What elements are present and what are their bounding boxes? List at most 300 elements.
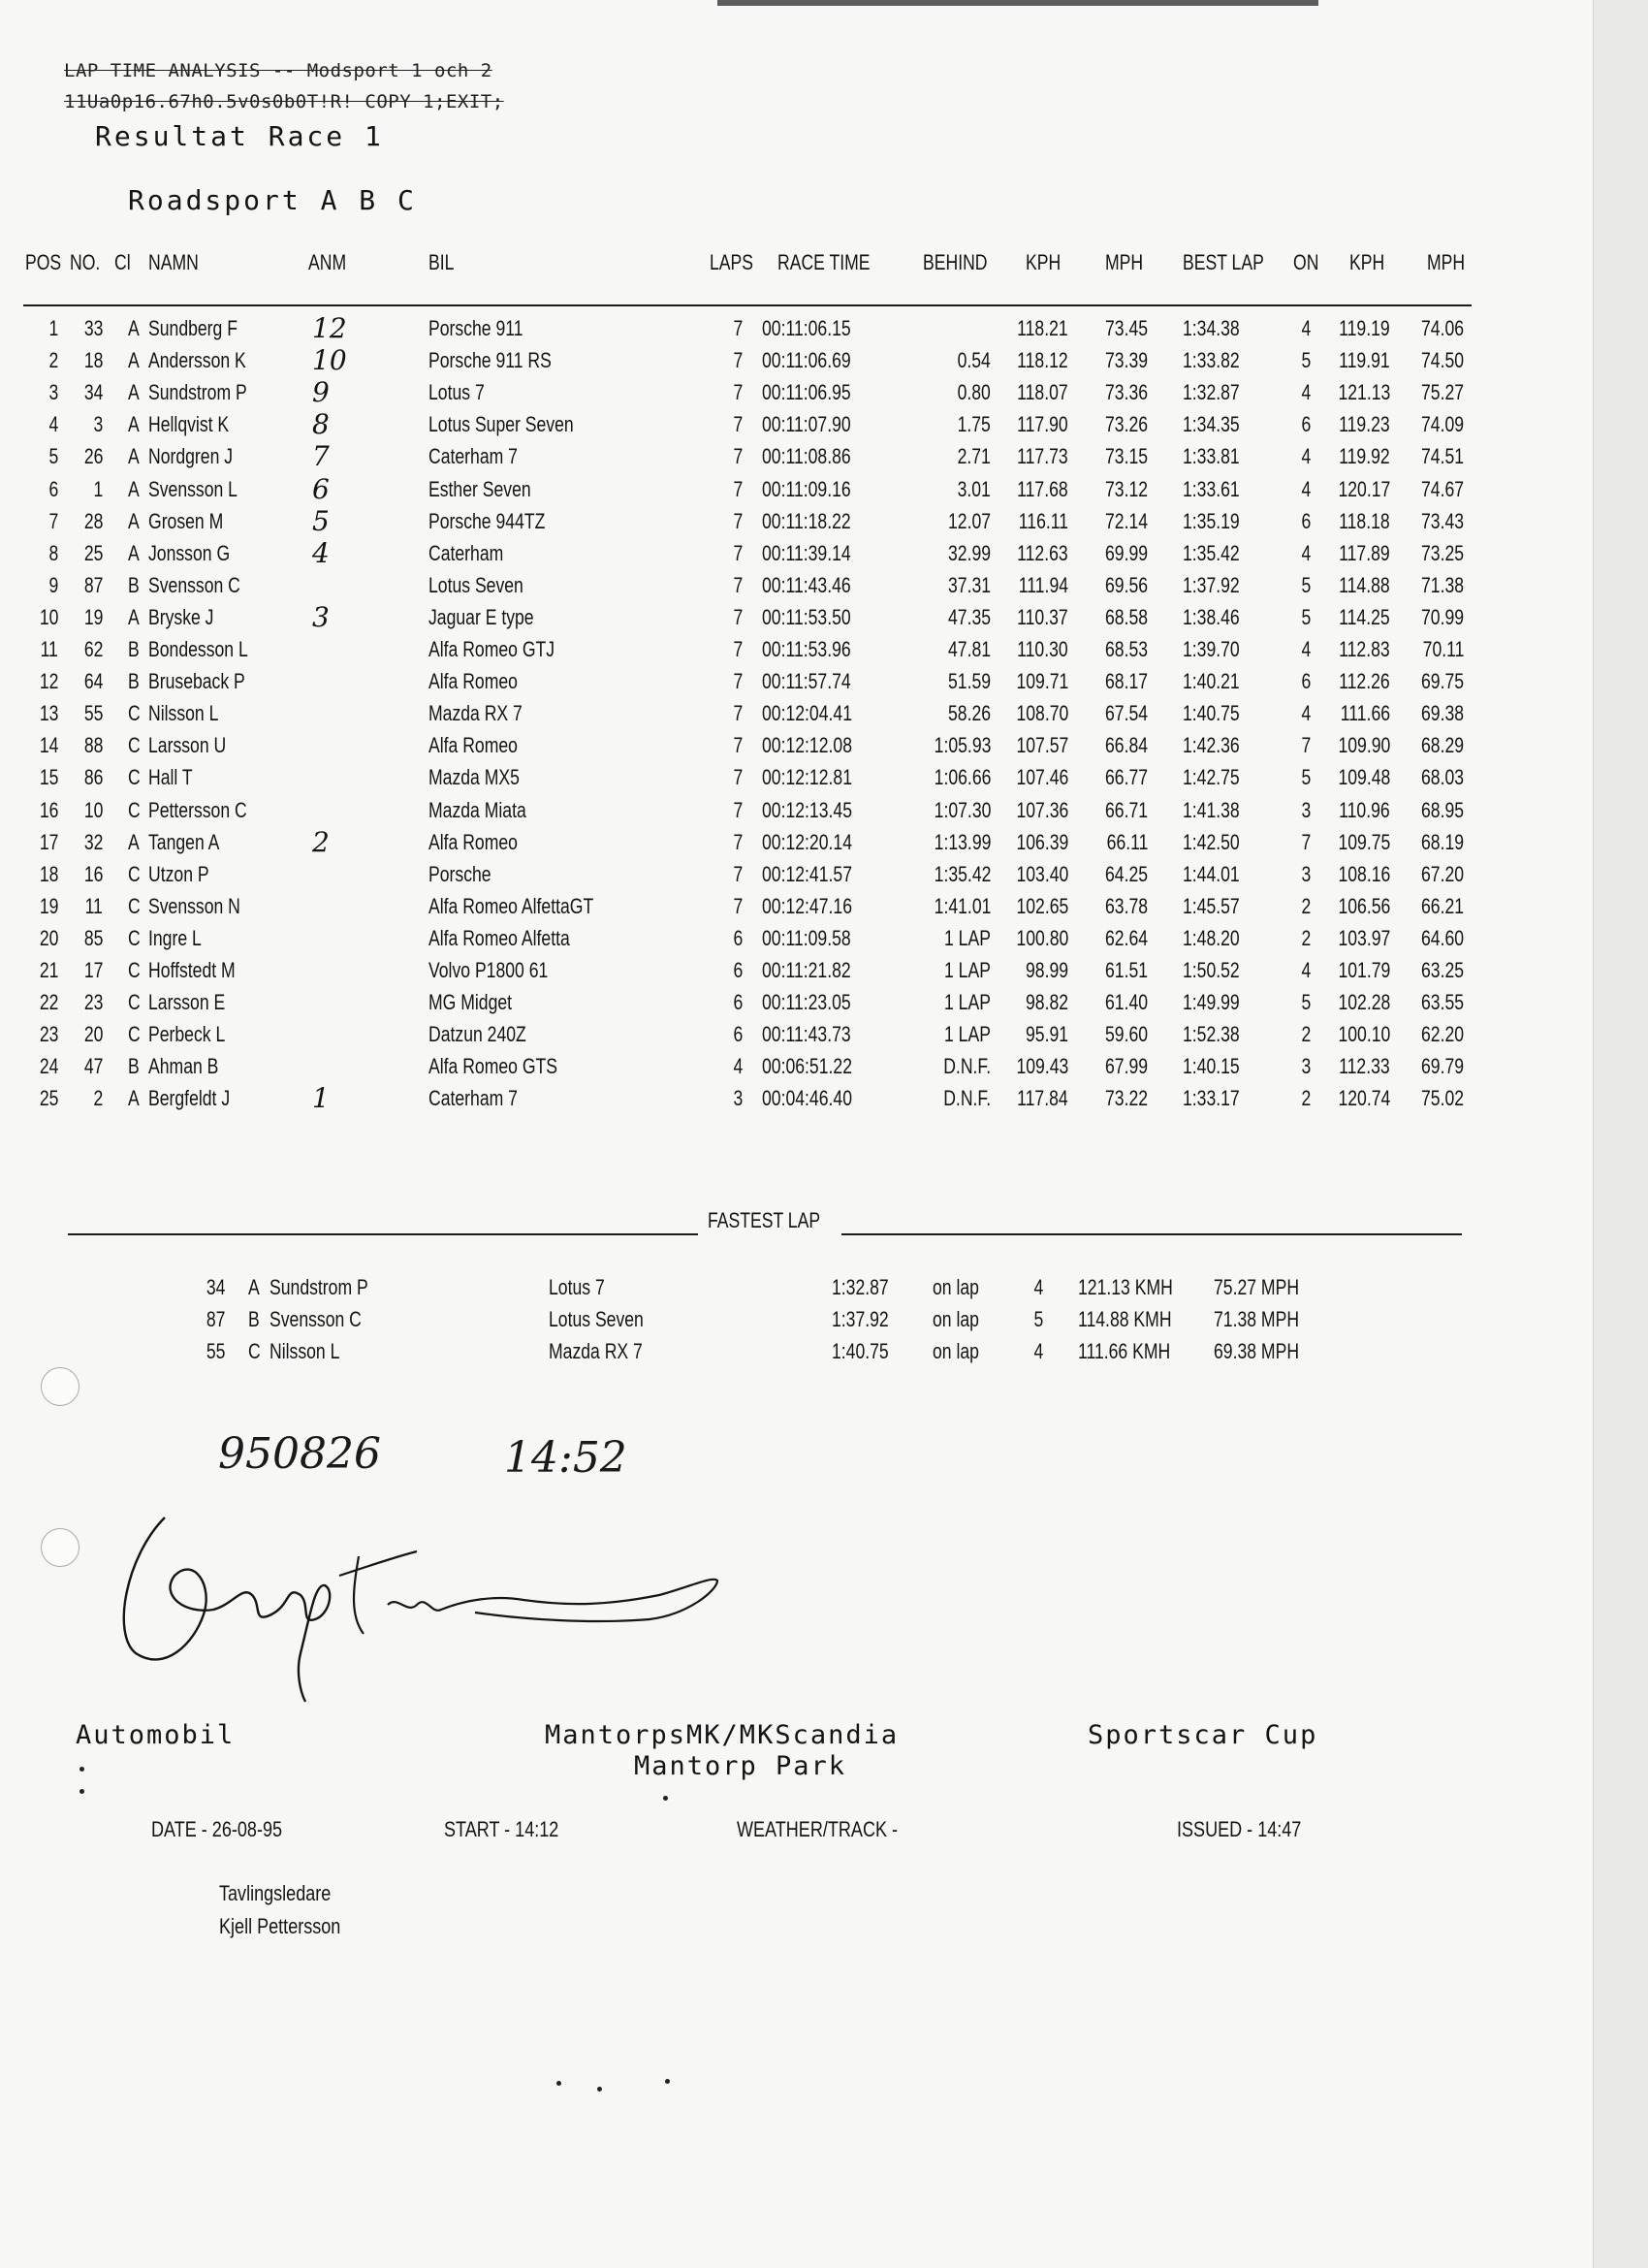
fastest-no: 34 [206,1275,225,1299]
fastest-time: 1:40.75 [832,1339,889,1363]
col-mph: MPH [1105,250,1144,274]
cell-pos: 20 [39,925,58,950]
fastest-kmh: 111.66 KMH [1078,1339,1171,1363]
cell-name: Andersson K [148,348,246,373]
top-scan-mark [717,0,1318,6]
footer-automobil: Automobil [76,1720,236,1750]
cell-on: 2 [1301,1086,1311,1111]
cell-kph2: 120.17 [1338,476,1390,501]
cell-race-time: 00:11:09.16 [762,476,851,501]
cell-name: Svensson L [148,476,238,501]
cell-mph: 64.25 [1104,861,1148,886]
cell-anm: 10 [312,344,347,377]
cell-mph: 73.45 [1104,316,1148,340]
cell-on: 3 [1301,797,1311,822]
cell-class: A [128,508,140,533]
cell-no: 26 [83,444,103,469]
official-role: Tavlingsledare [219,1881,332,1905]
cell-no: 10 [83,797,103,822]
cell-anm: 2 [312,825,330,858]
cell-on: 5 [1301,604,1311,629]
cell-race-time: 00:12:13.45 [762,797,852,822]
cell-mph: 59.60 [1104,1022,1148,1047]
table-row [0,473,1590,505]
cell-class: A [128,316,140,340]
cell-class: C [128,861,141,886]
cell-mph2: 71.38 [1420,572,1464,597]
cell-name: Ingre L [148,925,202,950]
page-title: Resultat Race 1 [95,120,384,152]
cell-kph: 111.94 [1018,572,1068,597]
cell-car: Mazda Miata [428,797,526,822]
cell-kph: 107.57 [1016,733,1068,758]
cell-anm: 1 [312,1082,330,1115]
footer-weather: WEATHER/TRACK - [737,1817,899,1841]
speck [79,1789,84,1794]
footer-date: DATE - 26-08-95 [151,1817,283,1841]
cell-on: 6 [1301,508,1311,533]
cell-mph2: 70.11 [1422,637,1464,661]
cell-mph: 73.15 [1104,444,1148,469]
cell-laps: 7 [733,701,743,726]
cell-kph2: 119.19 [1339,316,1390,340]
cell-on: 4 [1301,476,1311,501]
fastest-no: 87 [206,1307,225,1331]
cell-name: Svensson C [148,572,240,597]
cell-pos: 18 [39,861,58,886]
table-row [0,1050,1590,1082]
table-row [0,408,1590,440]
cell-behind: 47.35 [947,604,991,629]
cell-name: Hall T [148,765,193,790]
cell-best-lap: 1:35.42 [1183,540,1240,565]
fastest-lap-title: FASTEST LAP [708,1208,821,1232]
cell-laps: 6 [733,925,743,950]
cell-class: C [128,733,141,758]
fastest-mph: 71.38 MPH [1214,1307,1300,1331]
cell-best-lap: 1:33.17 [1183,1086,1240,1111]
handwritten-time: 14:52 [504,1433,627,1483]
cell-car: Jaguar E type [428,604,534,629]
cell-anm: 9 [312,376,330,409]
cell-behind: 12.07 [947,508,991,533]
cell-best-lap: 1:49.99 [1183,990,1240,1015]
cell-anm: 6 [312,472,330,505]
cell-no: 19 [83,604,103,629]
cell-kph2: 120.74 [1338,1086,1390,1111]
cell-kph2: 109.90 [1338,733,1390,758]
cell-mph: 73.36 [1104,380,1148,405]
table-row [0,794,1590,826]
cell-best-lap: 1:33.81 [1183,444,1240,469]
cell-mph2: 73.25 [1420,540,1464,565]
col-class: Cl [114,250,131,274]
table-row [0,1082,1590,1114]
cell-on: 4 [1301,637,1311,661]
cell-kph2: 114.25 [1339,604,1390,629]
cell-best-lap: 1:32.87 [1183,380,1240,405]
cell-race-time: 00:11:06.95 [762,380,851,405]
cell-race-time: 00:12:12.08 [762,733,852,758]
cell-on: 5 [1301,765,1311,790]
cell-kph: 106.39 [1016,829,1068,854]
table-row [0,569,1590,601]
cell-class: A [128,380,140,405]
cell-name: Larsson U [148,733,227,758]
cell-name: Nordgren J [148,444,234,469]
cell-mph2: 75.02 [1420,1086,1464,1111]
cell-kph: 98.99 [1025,958,1068,982]
table-row [0,633,1590,665]
table-row [0,858,1590,890]
cell-race-time: 00:11:06.15 [762,316,851,340]
cell-mph2: 68.95 [1420,797,1464,822]
cell-kph: 118.12 [1017,348,1068,373]
cell-pos: 3 [48,380,58,405]
cell-laps: 7 [733,316,743,340]
cell-car: Porsche 911 [428,316,523,340]
col-kph: KPH [1026,250,1062,274]
table-row [0,376,1590,408]
cell-behind: 1.75 [957,412,991,437]
cell-laps: 7 [733,476,743,501]
cell-laps: 4 [733,1054,743,1079]
cell-car: Lotus Seven [428,572,523,597]
cell-kph2: 106.56 [1338,893,1390,918]
cell-mph: 66.71 [1104,797,1148,822]
fastest-name: Svensson C [269,1307,362,1331]
cell-anm: 4 [312,536,330,569]
cell-no: 2 [93,1086,103,1111]
fastest-on: on lap [933,1307,979,1331]
cell-name: Svensson N [148,893,240,918]
cell-kph2: 103.97 [1338,925,1390,950]
cell-no: 55 [83,701,103,726]
cell-mph2: 69.75 [1420,669,1464,694]
cell-mph: 66.11 [1106,829,1148,854]
cell-class: C [128,765,141,790]
cell-class: A [128,540,140,565]
table-row [0,890,1590,922]
cell-race-time: 00:12:04.41 [762,701,852,726]
cell-best-lap: 1:38.46 [1183,604,1240,629]
cell-kph2: 114.88 [1339,572,1390,597]
cell-best-lap: 1:35.19 [1183,508,1240,533]
cell-car: Alfa Romeo GTS [428,1054,558,1079]
cell-behind: 47.81 [947,637,991,661]
cell-mph2: 70.99 [1420,604,1464,629]
fastest-mph: 75.27 MPH [1214,1275,1300,1299]
cell-behind: 32.99 [947,540,991,565]
cell-car: Caterham 7 [428,444,518,469]
fastest-lap-row [0,1335,1590,1367]
fastest-name: Nilsson L [269,1339,340,1363]
footer-start: START - 14:12 [444,1817,559,1841]
cell-name: Grosen M [148,508,224,533]
cell-name: Larsson E [148,990,226,1015]
cell-mph2: 69.38 [1420,701,1464,726]
table-row [0,505,1590,537]
cell-best-lap: 1:42.50 [1183,829,1240,854]
cell-mph2: 63.55 [1420,990,1464,1015]
cell-car: MG Midget [428,990,513,1015]
col-no: NO. [70,250,101,274]
cell-car: Lotus Super Seven [428,412,574,437]
cell-on: 2 [1301,1022,1311,1047]
cell-kph2: 119.91 [1339,348,1390,373]
cell-kph2: 110.96 [1339,797,1390,822]
speck [665,2079,670,2084]
cell-car: Esther Seven [428,476,531,501]
cell-no: 87 [83,572,103,597]
cell-no: 47 [83,1054,103,1079]
cell-no: 86 [83,765,103,790]
cell-class: C [128,701,141,726]
cell-on: 3 [1301,1054,1311,1079]
cell-laps: 7 [733,412,743,437]
cell-mph: 66.84 [1104,733,1148,758]
cell-pos: 8 [48,540,58,565]
struck-printer-code: 11Ua0p16.67h0.5v0s0b0T!R! COPY 1;EXIT; [64,91,504,112]
cell-name: Nilsson L [148,701,219,726]
cell-kph: 110.37 [1017,604,1068,629]
cell-behind: 1:41.01 [934,893,991,918]
cell-kph: 109.71 [1016,669,1068,694]
cell-kph2: 101.79 [1338,958,1390,982]
cell-name: Tangen A [148,829,220,854]
cell-kph: 109.43 [1016,1054,1068,1079]
cell-kph: 117.84 [1017,1086,1068,1111]
cell-race-time: 00:11:09.58 [762,925,851,950]
cell-race-time: 00:11:43.73 [762,1022,851,1047]
cell-on: 7 [1301,829,1311,854]
cell-best-lap: 1:34.35 [1183,412,1240,437]
speck [663,1796,668,1801]
cell-laps: 7 [733,829,743,854]
official-name: Kjell Pettersson [219,1914,341,1938]
fastest-no: 55 [206,1339,225,1363]
cell-class: A [128,1086,140,1111]
header-rule [23,304,1472,306]
cell-name: Pettersson C [148,797,247,822]
cell-best-lap: 1:40.75 [1183,701,1240,726]
col-best-lap: BEST LAP [1183,250,1264,274]
cell-on: 4 [1301,540,1311,565]
cell-kph: 118.07 [1017,380,1068,405]
fastest-cl: A [248,1275,260,1299]
cell-kph: 117.68 [1017,476,1068,501]
cell-anm: 7 [312,440,330,473]
cell-mph2: 62.20 [1420,1022,1464,1047]
fastest-mph: 69.38 MPH [1214,1339,1300,1363]
cell-pos: 21 [39,958,58,982]
col-name: NAMN [148,250,199,274]
cell-kph: 103.40 [1016,861,1068,886]
cell-kph2: 112.26 [1339,669,1390,694]
fastest-cl: C [248,1339,261,1363]
cell-behind: 3.01 [957,476,991,501]
cell-class: C [128,990,141,1015]
cell-car: Volvo P1800 61 [428,958,549,982]
cell-car: Alfa Romeo GTJ [428,637,555,661]
cell-laps: 7 [733,380,743,405]
cell-mph: 67.54 [1104,701,1148,726]
cell-behind: 2.71 [957,444,991,469]
cell-mph: 73.12 [1104,476,1148,501]
cell-no: 25 [83,540,103,565]
cell-behind: 1 LAP [944,990,991,1015]
cell-race-time: 00:11:39.14 [762,540,851,565]
cell-pos: 24 [39,1054,58,1079]
cell-no: 85 [83,925,103,950]
cell-class: A [128,444,140,469]
table-row [0,922,1590,954]
cell-car: Porsche 911 RS [428,348,552,373]
cell-pos: 14 [39,733,58,758]
struck-header-line: LAP TIME ANALYSIS -- Modsport 1 och 2 [64,60,492,81]
cell-no: 28 [83,508,103,533]
cell-laps: 7 [733,765,743,790]
cell-car: Alfa Romeo [428,669,518,694]
cell-kph: 117.90 [1017,412,1068,437]
fastest-time: 1:32.87 [832,1275,889,1299]
cell-no: 20 [83,1022,103,1047]
cell-on: 5 [1301,990,1311,1015]
cell-mph: 69.99 [1104,540,1148,565]
fastest-on: on lap [933,1275,979,1299]
fastest-lap: 4 [1033,1275,1043,1299]
cell-kph: 98.82 [1025,990,1068,1015]
cell-kph: 102.65 [1016,893,1068,918]
cell-race-time: 00:11:07.90 [762,412,851,437]
cell-best-lap: 1:52.38 [1183,1022,1240,1047]
cell-class: A [128,476,140,501]
table-row [0,312,1590,344]
cell-mph: 68.17 [1104,669,1148,694]
cell-on: 2 [1301,893,1311,918]
cell-pos: 12 [39,669,58,694]
cell-mph2: 64.60 [1420,925,1464,950]
fastest-kmh: 121.13 KMH [1078,1275,1173,1299]
table-row [0,665,1590,697]
cell-best-lap: 1:42.36 [1183,733,1240,758]
col-race-time: RACE TIME [777,250,871,274]
cell-mph2: 68.03 [1420,765,1464,790]
cell-kph2: 119.92 [1339,444,1390,469]
table-row [0,729,1590,761]
cell-laps: 7 [733,444,743,469]
cell-laps: 7 [733,540,743,565]
cell-name: Hellqvist K [148,412,230,437]
cell-class: B [128,669,140,694]
cell-mph2: 74.67 [1420,476,1464,501]
footer-series: Sportscar Cup [1088,1720,1318,1750]
speck [597,2087,602,2092]
cell-pos: 10 [39,604,58,629]
table-row [0,1018,1590,1050]
cell-behind: 0.80 [957,380,991,405]
fastest-car: Lotus Seven [549,1307,644,1331]
cell-pos: 11 [40,637,58,661]
table-row [0,344,1590,376]
fastest-cl: B [248,1307,260,1331]
cell-kph2: 102.28 [1338,990,1390,1015]
cell-behind: D.N.F. [943,1054,991,1079]
fastest-on: on lap [933,1339,979,1363]
cell-behind: 1 LAP [944,958,991,982]
cell-race-time: 00:12:41.57 [762,861,852,886]
cell-no: 62 [83,637,103,661]
cell-on: 5 [1301,348,1311,373]
col-behind: BEHIND [923,250,988,274]
cell-no: 33 [83,316,103,340]
table-row [0,440,1590,472]
cell-mph2: 73.43 [1420,508,1464,533]
cell-mph: 69.56 [1104,572,1148,597]
cell-on: 3 [1301,861,1311,886]
cell-race-time: 00:11:23.05 [762,990,851,1015]
cell-mph2: 75.27 [1420,380,1464,405]
cell-car: Porsche 944TZ [428,508,546,533]
cell-mph: 73.22 [1104,1086,1148,1111]
table-row [0,954,1590,986]
cell-no: 18 [83,348,103,373]
cell-best-lap: 1:48.20 [1183,925,1240,950]
cell-race-time: 00:11:06.69 [762,348,851,373]
cell-pos: 17 [39,829,58,854]
fastest-time: 1:37.92 [832,1307,889,1331]
cell-pos: 5 [48,444,58,469]
col-mph2: MPH [1427,250,1466,274]
cell-kph2: 112.83 [1339,637,1390,661]
speck [556,2081,561,2086]
col-anm: ANM [308,250,347,274]
cell-best-lap: 1:44.01 [1183,861,1240,886]
cell-anm: 5 [312,504,330,537]
cell-no: 17 [83,958,103,982]
cell-laps: 3 [733,1086,743,1111]
cell-pos: 23 [39,1022,58,1047]
cell-kph2: 108.16 [1338,861,1390,886]
cell-class: B [128,1054,140,1079]
cell-race-time: 00:12:12.81 [762,765,852,790]
table-row [0,697,1590,729]
cell-laps: 7 [733,637,743,661]
cell-race-time: 00:12:20.14 [762,829,852,854]
cell-no: 34 [83,380,103,405]
fastest-name: Sundstrom P [269,1275,368,1299]
cell-mph2: 67.20 [1420,861,1464,886]
cell-mph: 66.77 [1104,765,1148,790]
cell-kph: 100.80 [1016,925,1068,950]
cell-kph2: 121.13 [1338,380,1390,405]
cell-behind: 58.26 [947,701,991,726]
cell-best-lap: 1:33.82 [1183,348,1240,373]
cell-best-lap: 1:40.21 [1183,669,1240,694]
cell-pos: 9 [48,572,58,597]
cell-race-time: 00:11:43.46 [762,572,851,597]
cell-race-time: 00:11:57.74 [762,669,851,694]
cell-no: 11 [84,893,103,918]
cell-behind: D.N.F. [943,1086,991,1111]
cell-kph: 107.36 [1016,797,1068,822]
cell-mph: 61.51 [1104,958,1148,982]
cell-pos: 2 [48,348,58,373]
fastest-lap: 5 [1033,1307,1043,1331]
page-edge [1593,0,1648,2268]
fastest-lap: 4 [1033,1339,1043,1363]
cell-name: Hoffstedt M [148,958,236,982]
